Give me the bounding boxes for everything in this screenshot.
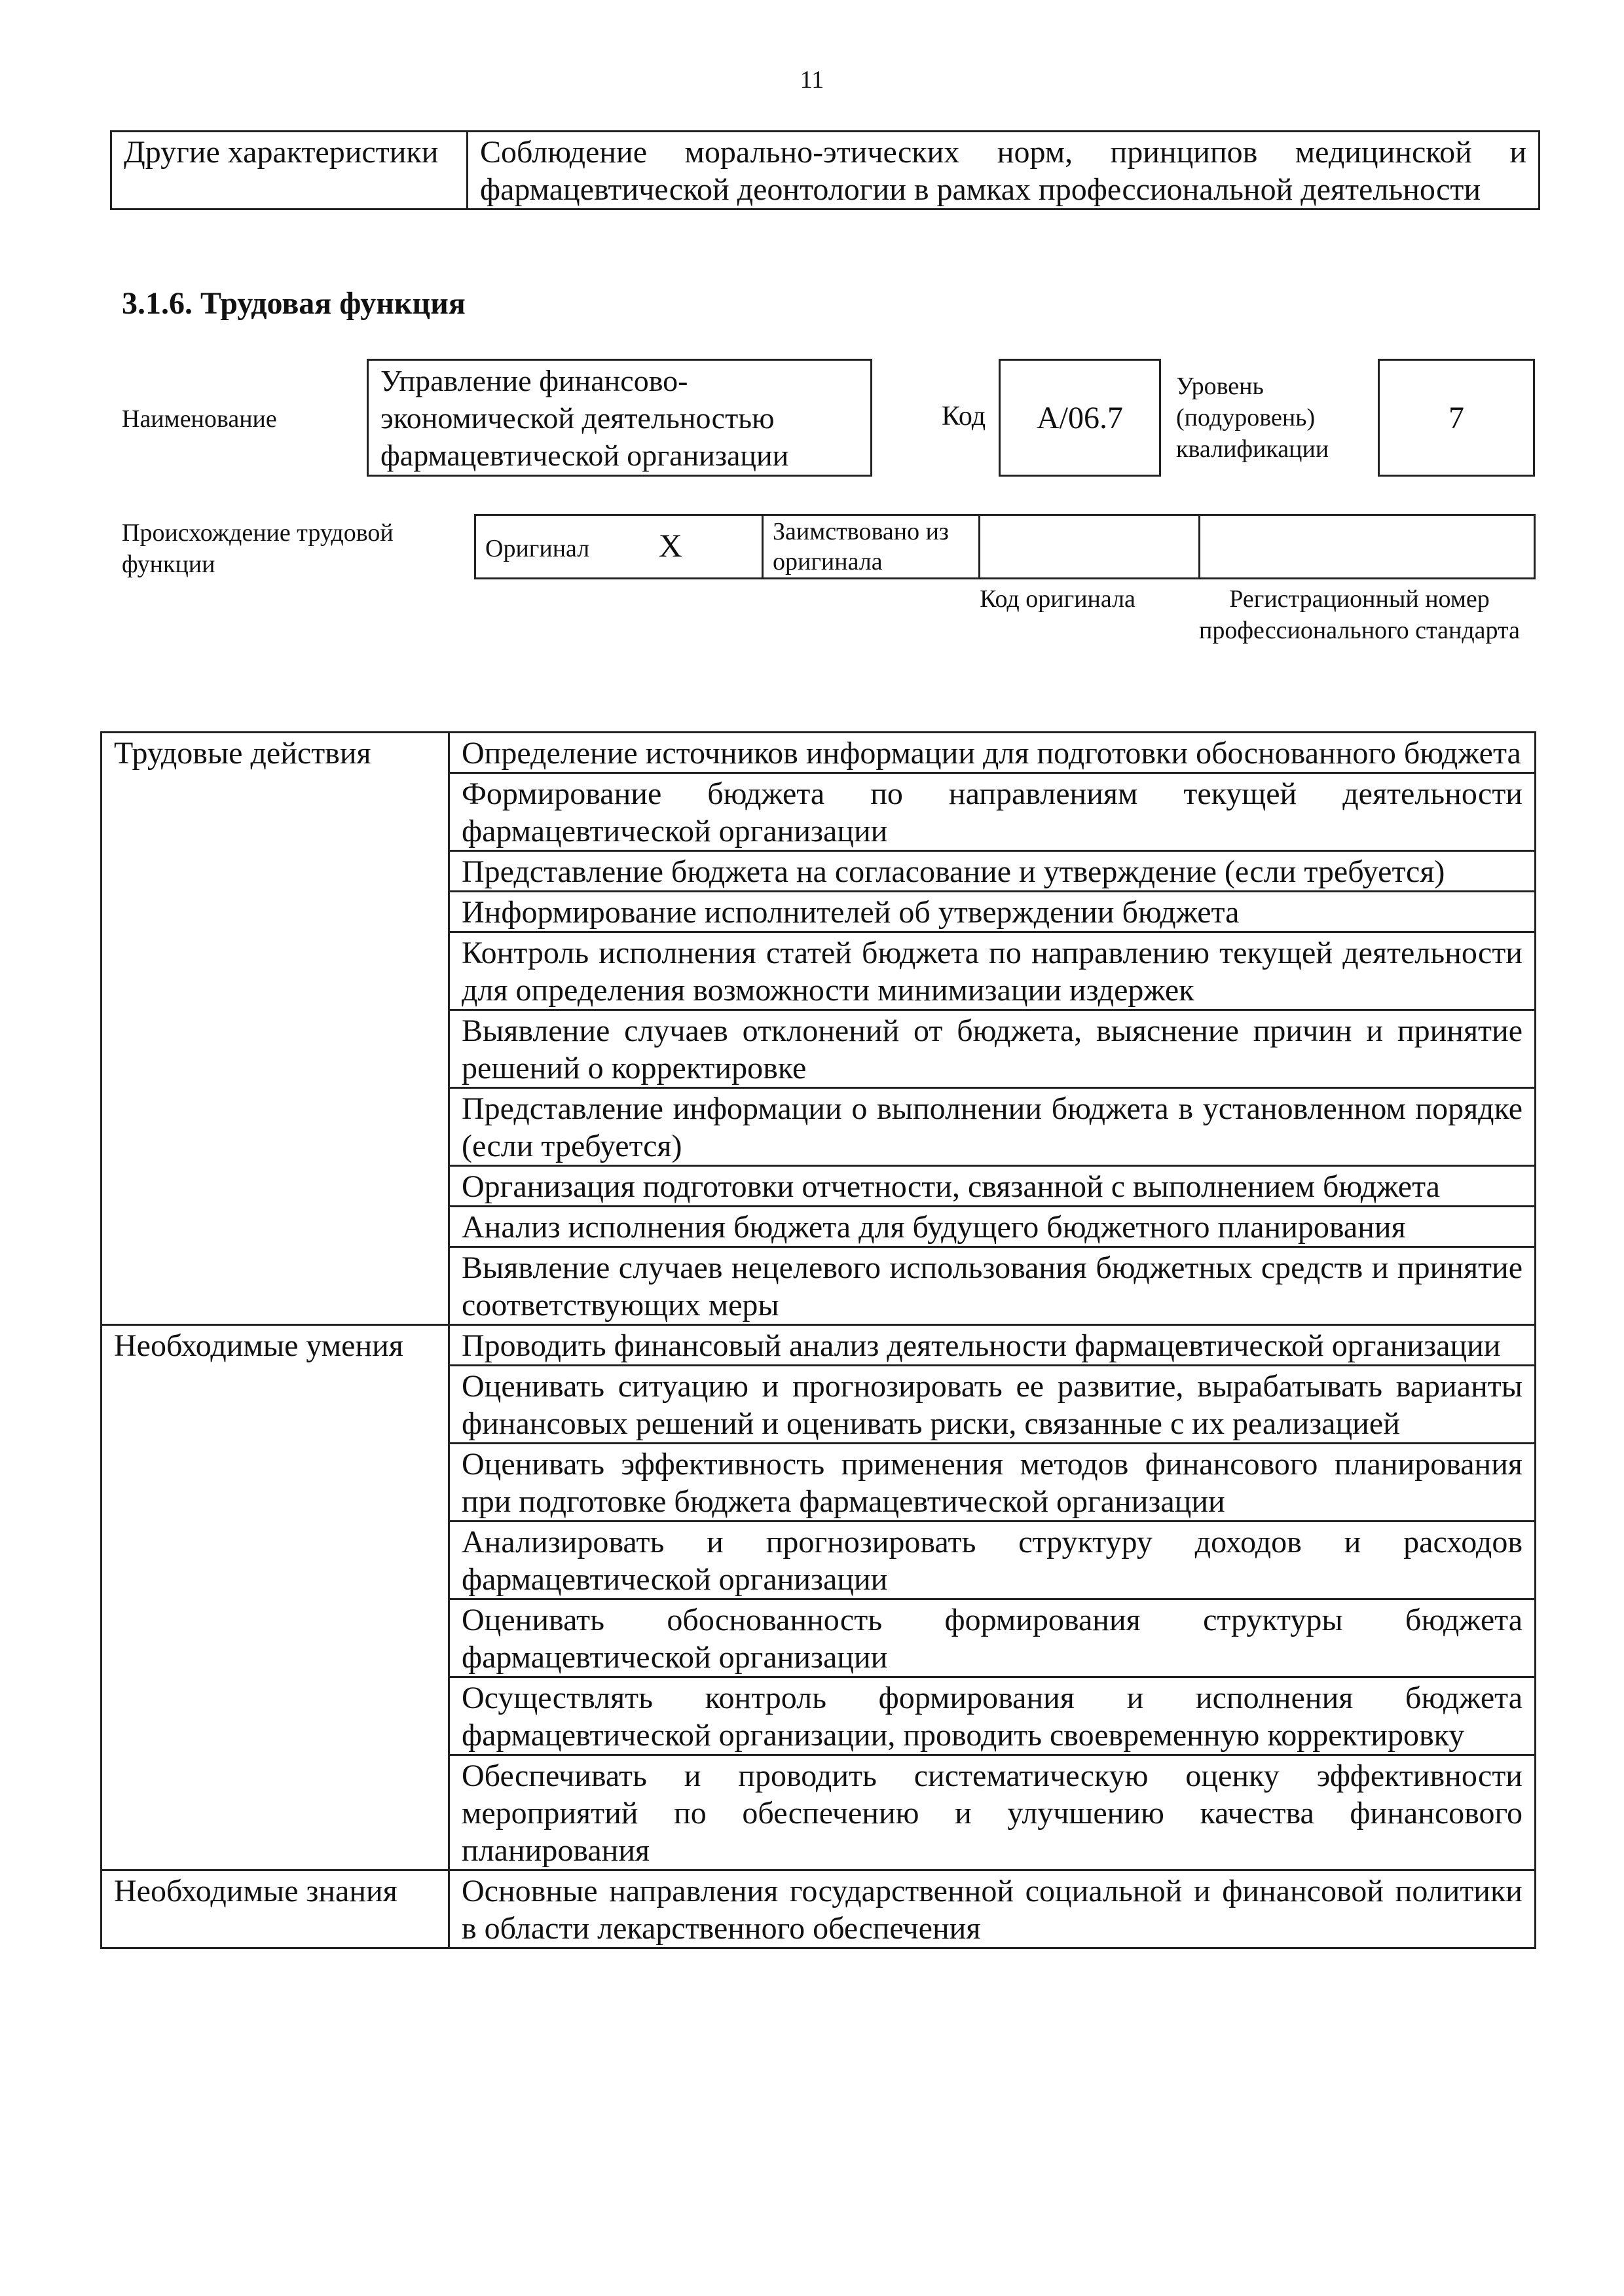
table-row [101, 1870, 1536, 1948]
required-skill-item: Оценивать ситуацию и прогнозировать ее развитие, вырабатывать варианты финансовых решений и оценивать риски, связанные с их реализацией [449, 1366, 1536, 1444]
page-number: 11 [800, 66, 824, 94]
level-label: Уровень (подуровень) квалификации [1176, 373, 1329, 463]
labor-actions-label: Трудовые действия [101, 733, 449, 1325]
other-characteristics-text: Соблюдение морально-этических норм, принципов медицинской и фармацевтической деонтологии в рамках профессиональной деятельности [468, 132, 1540, 210]
labor-action-item: Представление информации о выполнении бюджета в установленном порядке (если требуется) [449, 1088, 1536, 1166]
table-row [101, 1325, 1536, 1366]
labor-action-item: Представление бюджета на согласование и утверждение (если требуется) [449, 851, 1536, 892]
origin-table [474, 514, 1536, 579]
original-cell [475, 515, 763, 579]
required-skill-item: Обеспечивать и проводить систематическую оценку эффективности мероприятий по обеспечению и улучшению качества финансового планирования [449, 1755, 1536, 1870]
original-label: Оригинал [485, 534, 590, 562]
labor-action-item: Контроль исполнения статей бюджета по направлению текущей деятельности для определения возможности минимизации издержек [449, 932, 1536, 1010]
labor-action-item: Организация подготовки отчетности, связанной с выполнением бюджета [449, 1166, 1536, 1207]
required-skill-item: Анализировать и прогнозировать структуру доходов и расходов фармацевтической организации [449, 1522, 1536, 1599]
table-row [101, 733, 1536, 773]
required-skill-item: Оценивать обоснованность формирования структуры бюджета фармацевтической организации [449, 1599, 1536, 1677]
function-code-box: A/06.7 [999, 359, 1161, 477]
labor-action-item: Формирование бюджета по направлениям текущей деятельности фармацевтической организации [449, 773, 1536, 851]
labor-action-item: Информирование исполнителей об утверждении бюджета [449, 892, 1536, 932]
other-characteristics-table [110, 130, 1540, 210]
name-label: Наименование [122, 405, 277, 433]
labor-function-table [100, 731, 1536, 1949]
code-label: Код [942, 401, 986, 431]
required-skill-item: Осуществлять контроль формирования и исполнения бюджета фармацевтической организации, проводить своевременную корректировку [449, 1677, 1536, 1755]
labor-action-item: Выявление случаев нецелевого использования бюджетных средств и принятие соответствующих меры [449, 1247, 1536, 1325]
section-heading: 3.1.6. Трудовая функция [122, 286, 466, 321]
labor-action-item: Анализ исполнения бюджета для будущего бюджетного планирования [449, 1207, 1536, 1247]
required-skills-label: Необходимые умения [101, 1325, 449, 1870]
labor-action-item: Выявление случаев отклонений от бюджета, выяснение причин и принятие решений о корректировке [449, 1010, 1536, 1088]
qualification-level-box: 7 [1378, 359, 1535, 477]
registration-number-caption: Регистрационный номер профессионального стандарта [1199, 585, 1520, 644]
origin-label: Происхождение трудовой функции [122, 519, 394, 578]
other-characteristics-label: Другие характеристики [111, 132, 468, 210]
function-name-box: Управление финансово-экономической деятельностью фармацевтической организации [367, 359, 872, 477]
registration-number-cell [1200, 515, 1535, 579]
required-skill-item: Проводить финансовый анализ деятельности фармацевтической организации [449, 1325, 1536, 1366]
required-knowledge-label: Необходимые знания [101, 1870, 449, 1948]
original-mark: X [658, 526, 682, 564]
borrowed-label: Заимствовано из оригинала [763, 515, 980, 579]
required-skill-item: Оценивать эффективность применения методов финансового планирования при подготовке бюджета фармацевтической организации [449, 1444, 1536, 1522]
original-code-cell [980, 515, 1200, 579]
original-code-caption: Код оригинала [980, 585, 1135, 613]
required-knowledge-item: Основные направления государственной социальной и финансовой политики в области лекарственного обеспечения [449, 1870, 1536, 1948]
labor-action-item: Определение источников информации для подготовки обоснованного бюджета [449, 733, 1536, 773]
